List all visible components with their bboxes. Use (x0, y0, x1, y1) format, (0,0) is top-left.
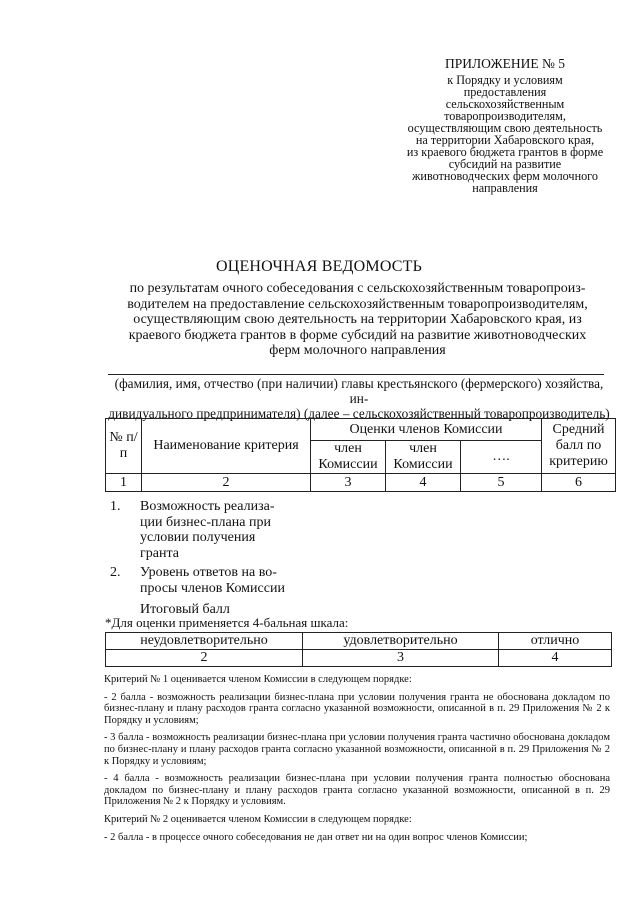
appendix-line: предоставления (463, 85, 547, 99)
appendix-line: животноводческих ферм молочного (412, 169, 598, 183)
index-cell: 5 (461, 474, 542, 492)
fill-line-caption (104, 376, 614, 421)
body-paragraph: Критерий № 2 оценивается членом Комиссии в следующем порядке: (104, 813, 412, 825)
header-member-1: член Комиссии (311, 441, 386, 474)
appendix-title: ПРИЛОЖЕНИЕ № 5 (444, 56, 566, 71)
appendix-line: к Порядку и условиям (447, 73, 563, 87)
criteria-description (104, 674, 610, 849)
scale-table (105, 632, 612, 667)
document-intro (100, 281, 615, 359)
name-fill-line (108, 374, 604, 375)
appendix-line: субсидий на развитие (448, 157, 562, 171)
criterion-name-line: Возможность реализа- (140, 499, 275, 514)
criterion-number: 1. (110, 499, 121, 514)
appendix-line: осуществляющим свою деятельность (407, 121, 603, 135)
scale-label: неудовлетворительно (106, 633, 303, 650)
appendix-line: из краевого бюджета грантов в форме (406, 145, 604, 159)
body-paragraph: - 2 балла - в процессе очного собеседования не дан ответ ни на один вопрос членов Комиссии; (104, 831, 528, 843)
scale-value: 4 (499, 650, 612, 667)
criterion-row (110, 565, 350, 596)
criteria-list (110, 499, 350, 618)
criterion-row (110, 499, 350, 561)
intro-line: по результатам очного собеседования с сельскохозяйственным товаропроиз- (129, 281, 586, 296)
appendix-header (385, 58, 625, 194)
scale-label: удовлетворительно (303, 633, 499, 650)
header-member-2: член Комиссии (386, 441, 461, 474)
intro-line: ферм молочного направления (269, 343, 446, 358)
criterion-name (140, 565, 330, 596)
criterion-number: 2. (110, 565, 121, 580)
scale-note: *Для оценки применяется 4-бальная шкала: (105, 615, 349, 630)
document-title: ОЦЕНОЧНАЯ ВЕДОМОСТЬ (215, 258, 423, 275)
scale-label: отлично (499, 633, 612, 650)
total-score-label: Итоговый балл (140, 602, 230, 617)
intro-line: краевого бюджета грантов в форме субсидий на развитие животноводческих (128, 327, 587, 343)
caption-line: дивидуального предпринимателя) (далее – сельскохозяйственный товаропроизводитель) (108, 406, 610, 421)
caption-line: (фамилия, имя, отчество (при наличии) главы крестьянского (фермерского) хозяйства, ин- (114, 376, 604, 406)
header-criterion-name: Наименование критерия (142, 419, 311, 474)
header-member-more: …. (461, 441, 542, 474)
index-cell: 3 (311, 474, 386, 492)
index-cell: 2 (142, 474, 311, 492)
appendix-line: сельскохозяйственным (445, 97, 565, 111)
criterion-name (140, 499, 330, 561)
header-num: № п/п (106, 419, 142, 474)
intro-line: осуществляющим свою деятельность на территории Хабаровского края, из (133, 312, 582, 327)
criterion-name-line: гранта (140, 545, 179, 561)
appendix-line: на территории Хабаровского края, (415, 133, 595, 147)
body-paragraph: - 4 балла - возможность реализации бизнес-плана при условии получения гранта полностью обоснована докладом по бизнес-плану и плану расходов гранта согласно указанной возможности, описанной в п. 29 Приложения № 2 к Порядку и условиям. (104, 773, 610, 808)
scale-value: 3 (303, 650, 499, 667)
index-cell: 1 (106, 474, 142, 492)
body-paragraph: - 2 балла - возможность реализации бизнес-плана при условии получения гранта не обоснована докладом по бизнес-плану и плану расходов гранта согласно указанной возможности, описанной в п. 29 Приложения № 2 к Порядку и условиям; (104, 691, 610, 726)
appendix-line: товаропроизводителям, (444, 109, 566, 123)
body-paragraph: - 3 балла - возможность реализации бизнес-плана при условии получения гранта частично обоснована докладом по бизнес-плану и плану расходов гранта согласно указанной возможности, описанной в п. 29 Приложения № 2 к Порядку и условиям; (104, 732, 610, 767)
criteria-table (105, 418, 616, 492)
intro-line: водителем на предоставление сельскохозяйственным товаропроизводителям, (127, 296, 588, 312)
criterion-name-line: ции бизнес-плана при (140, 514, 271, 530)
header-average-score: Средний балл по критерию (542, 419, 616, 474)
index-cell: 4 (386, 474, 461, 492)
appendix-line: направления (472, 181, 538, 195)
body-paragraph: Критерий № 1 оценивается членом Комиссии в следующем порядке: (104, 674, 412, 685)
criterion-name-line: просы членов Комиссии (140, 580, 285, 596)
scale-value: 2 (106, 650, 303, 667)
header-commission-scores: Оценки членов Комиссии (311, 419, 542, 441)
criterion-name-line: условии получения (140, 530, 256, 545)
index-cell: 6 (542, 474, 616, 492)
criterion-name-line: Уровень ответов на во- (140, 565, 277, 580)
